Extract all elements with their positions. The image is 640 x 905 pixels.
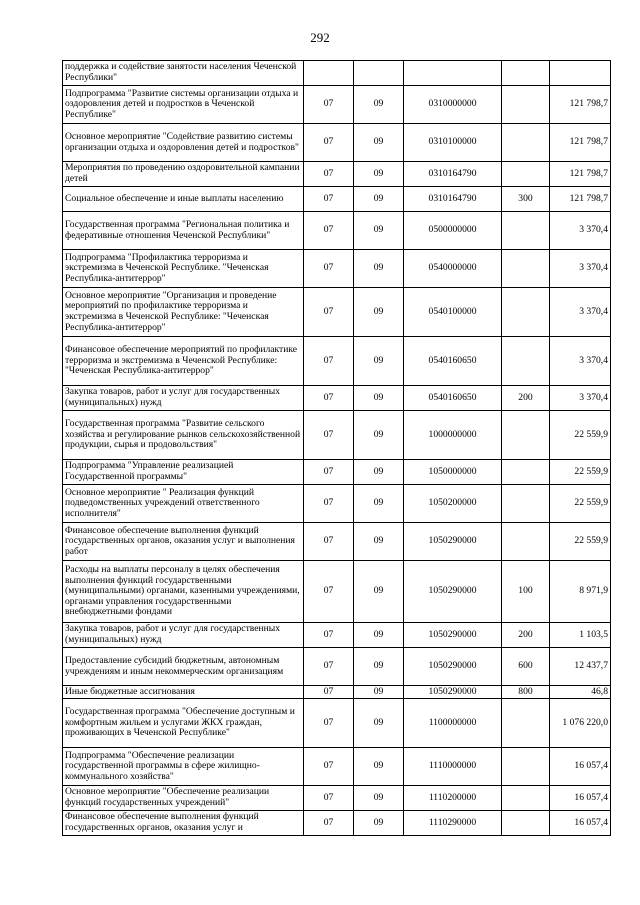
cell-csr: 1050290000 bbox=[404, 623, 502, 648]
cell-csr: 0310100000 bbox=[404, 124, 502, 162]
cell-name: Закупка товаров, работ и услуг для государственных (муниципальных) нужд bbox=[63, 623, 304, 648]
table-row bbox=[63, 623, 611, 648]
cell-vr bbox=[502, 61, 550, 86]
cell-name: Расходы на выплаты персоналу в целях обеспечения выполнения функций государственными (муниципальными) органами, казенными учреждениями, органами управления государственными внебюджетными фондами bbox=[63, 561, 304, 623]
cell-csr bbox=[404, 61, 502, 86]
cell-sum: 121 798,7 bbox=[550, 124, 611, 162]
cell-sum: 3 370,4 bbox=[550, 212, 611, 250]
cell-sum: 22 559,9 bbox=[550, 485, 611, 523]
cell-name: Финансовое обеспечение мероприятий по профилактике терроризма и экстремизма в Чеченской Республике: "Чеченская Республика-антитеррор" bbox=[63, 337, 304, 386]
cell-rz: 07 bbox=[304, 686, 354, 699]
cell-rz: 07 bbox=[304, 124, 354, 162]
cell-vr: 300 bbox=[502, 187, 550, 212]
cell-csr: 0540100000 bbox=[404, 288, 502, 337]
table-row bbox=[63, 250, 611, 288]
cell-sum: 3 370,4 bbox=[550, 386, 611, 411]
cell-sum: 1 103,5 bbox=[550, 623, 611, 648]
table-row bbox=[63, 786, 611, 811]
cell-pr: 09 bbox=[354, 686, 404, 699]
cell-name: Подпрограмма "Обеспечение реализации государственной программы в сфере жилищно-коммунального хозяйства" bbox=[63, 748, 304, 786]
cell-vr bbox=[502, 337, 550, 386]
cell-rz: 07 bbox=[304, 523, 354, 561]
cell-vr bbox=[502, 288, 550, 337]
cell-name: Основное мероприятие "Организация и проведение мероприятий по профилактике терроризма и экстремизма в Чеченской Республике: "Чеченская Республика-антитеррор" bbox=[63, 288, 304, 337]
cell-csr: 1050290000 bbox=[404, 648, 502, 686]
table-row bbox=[63, 124, 611, 162]
cell-csr: 1050000000 bbox=[404, 460, 502, 485]
cell-vr: 200 bbox=[502, 623, 550, 648]
cell-csr: 1050290000 bbox=[404, 686, 502, 699]
cell-vr bbox=[502, 786, 550, 811]
table-row bbox=[63, 699, 611, 748]
cell-pr: 09 bbox=[354, 485, 404, 523]
cell-name: Финансовое обеспечение выполнения функций государственных органов, оказания услуг и bbox=[63, 811, 304, 836]
cell-sum: 3 370,4 bbox=[550, 250, 611, 288]
budget-table bbox=[62, 60, 611, 836]
cell-name: Подпрограмма "Управление реализацией Государственной программы" bbox=[63, 460, 304, 485]
cell-sum: 121 798,7 bbox=[550, 162, 611, 187]
cell-name: Основное мероприятие "Содействие развитию системы организации отдыха и оздоровления детей и подростков" bbox=[63, 124, 304, 162]
cell-vr bbox=[502, 162, 550, 187]
cell-name: Предоставление субсидий бюджетным, автономным учреждениям и иным некоммерческим организациям bbox=[63, 648, 304, 686]
cell-rz: 07 bbox=[304, 386, 354, 411]
cell-sum: 12 437,7 bbox=[550, 648, 611, 686]
cell-name: Подпрограмма "Развитие системы организации отдыха и оздоровления детей и подростков в Чеченской Республике" bbox=[63, 86, 304, 124]
cell-pr: 09 bbox=[354, 124, 404, 162]
cell-pr: 09 bbox=[354, 561, 404, 623]
cell-pr: 09 bbox=[354, 811, 404, 836]
cell-rz: 07 bbox=[304, 485, 354, 523]
cell-pr: 09 bbox=[354, 460, 404, 485]
cell-csr: 1100000000 bbox=[404, 699, 502, 748]
table-row bbox=[63, 686, 611, 699]
table-row bbox=[63, 523, 611, 561]
cell-csr: 0310164790 bbox=[404, 187, 502, 212]
table-row bbox=[63, 411, 611, 460]
cell-rz: 07 bbox=[304, 623, 354, 648]
table-row bbox=[63, 61, 611, 86]
cell-csr: 0500000000 bbox=[404, 212, 502, 250]
cell-name: Государственная программа "Обеспечение доступным и комфортным жильем и услугами ЖКХ граждан, проживающих в Чеченской Республике" bbox=[63, 699, 304, 748]
cell-pr: 09 bbox=[354, 162, 404, 187]
cell-vr bbox=[502, 86, 550, 124]
table-row bbox=[63, 460, 611, 485]
cell-sum: 1 076 220,0 bbox=[550, 699, 611, 748]
cell-rz: 07 bbox=[304, 162, 354, 187]
cell-vr bbox=[502, 523, 550, 561]
cell-csr: 1110000000 bbox=[404, 748, 502, 786]
cell-rz: 07 bbox=[304, 748, 354, 786]
table-body bbox=[63, 61, 611, 836]
cell-vr: 600 bbox=[502, 648, 550, 686]
cell-pr: 09 bbox=[354, 648, 404, 686]
cell-rz: 07 bbox=[304, 250, 354, 288]
cell-vr bbox=[502, 250, 550, 288]
cell-vr bbox=[502, 411, 550, 460]
cell-pr bbox=[354, 61, 404, 86]
cell-name: Государственная программа "Развитие сельского хозяйства и регулирование рынков сельскохозяйственной продукции, сырья и продовольствия" bbox=[63, 411, 304, 460]
cell-pr: 09 bbox=[354, 86, 404, 124]
cell-vr bbox=[502, 212, 550, 250]
cell-name: Социальное обеспечение и иные выплаты населению bbox=[63, 187, 304, 212]
cell-vr: 100 bbox=[502, 561, 550, 623]
cell-sum: 3 370,4 bbox=[550, 288, 611, 337]
cell-csr: 1110200000 bbox=[404, 786, 502, 811]
cell-csr: 1050290000 bbox=[404, 523, 502, 561]
cell-csr: 1050290000 bbox=[404, 561, 502, 623]
cell-name: Основное мероприятие " Реализация функций подведомственных учреждений ответственного исполнителя" bbox=[63, 485, 304, 523]
cell-sum: 121 798,7 bbox=[550, 86, 611, 124]
cell-name: Подпрограмма "Профилактика терроризма и экстремизма в Чеченской Республике. "Чеченская Республика-антитеррор" bbox=[63, 250, 304, 288]
cell-pr: 09 bbox=[354, 699, 404, 748]
cell-csr: 0310164790 bbox=[404, 162, 502, 187]
cell-rz: 07 bbox=[304, 811, 354, 836]
cell-vr bbox=[502, 811, 550, 836]
cell-name: Финансовое обеспечение выполнения функций государственных органов, оказания услуг и выполнения работ bbox=[63, 523, 304, 561]
table-row bbox=[63, 212, 611, 250]
cell-pr: 09 bbox=[354, 288, 404, 337]
cell-pr: 09 bbox=[354, 250, 404, 288]
cell-vr bbox=[502, 748, 550, 786]
cell-csr: 1050200000 bbox=[404, 485, 502, 523]
cell-name: Иные бюджетные ассигнования bbox=[63, 686, 304, 699]
cell-rz: 07 bbox=[304, 187, 354, 212]
cell-vr bbox=[502, 485, 550, 523]
cell-sum: 22 559,9 bbox=[550, 523, 611, 561]
cell-pr: 09 bbox=[354, 337, 404, 386]
cell-csr: 1110290000 bbox=[404, 811, 502, 836]
cell-pr: 09 bbox=[354, 386, 404, 411]
cell-csr: 0540000000 bbox=[404, 250, 502, 288]
cell-sum: 16 057,4 bbox=[550, 786, 611, 811]
cell-rz: 07 bbox=[304, 411, 354, 460]
cell-rz: 07 bbox=[304, 561, 354, 623]
table-row bbox=[63, 811, 611, 836]
cell-pr: 09 bbox=[354, 212, 404, 250]
cell-csr: 0540160650 bbox=[404, 337, 502, 386]
cell-name: Государственная программа "Региональная политика и федеративные отношения Чеченской Республики" bbox=[63, 212, 304, 250]
cell-rz: 07 bbox=[304, 460, 354, 485]
table-row bbox=[63, 561, 611, 623]
cell-vr: 800 bbox=[502, 686, 550, 699]
cell-pr: 09 bbox=[354, 187, 404, 212]
cell-rz: 07 bbox=[304, 86, 354, 124]
cell-rz: 07 bbox=[304, 786, 354, 811]
cell-csr: 1000000000 bbox=[404, 411, 502, 460]
table-row bbox=[63, 748, 611, 786]
cell-sum: 16 057,4 bbox=[550, 748, 611, 786]
table-row bbox=[63, 288, 611, 337]
table-row bbox=[63, 86, 611, 124]
cell-sum: 22 559,9 bbox=[550, 411, 611, 460]
table-row bbox=[63, 386, 611, 411]
cell-sum: 46,8 bbox=[550, 686, 611, 699]
cell-pr: 09 bbox=[354, 748, 404, 786]
cell-csr: 0540160650 bbox=[404, 386, 502, 411]
cell-rz: 07 bbox=[304, 648, 354, 686]
cell-pr: 09 bbox=[354, 523, 404, 561]
cell-rz: 07 bbox=[304, 337, 354, 386]
cell-csr: 0310000000 bbox=[404, 86, 502, 124]
cell-pr: 09 bbox=[354, 411, 404, 460]
cell-sum: 16 057,4 bbox=[550, 811, 611, 836]
table-row bbox=[63, 485, 611, 523]
cell-rz: 07 bbox=[304, 288, 354, 337]
cell-vr bbox=[502, 699, 550, 748]
cell-vr bbox=[502, 460, 550, 485]
table-row bbox=[63, 648, 611, 686]
cell-sum: 3 370,4 bbox=[550, 337, 611, 386]
cell-sum: 8 971,9 bbox=[550, 561, 611, 623]
cell-vr bbox=[502, 124, 550, 162]
cell-sum: 121 798,7 bbox=[550, 187, 611, 212]
table-row bbox=[63, 187, 611, 212]
cell-name: поддержка и содействие занятости населения Чеченской Республики" bbox=[63, 61, 304, 86]
cell-name: Основное мероприятие "Обеспечение реализации функций государственных учреждений" bbox=[63, 786, 304, 811]
cell-rz bbox=[304, 61, 354, 86]
cell-sum bbox=[550, 61, 611, 86]
table-row bbox=[63, 337, 611, 386]
cell-name: Мероприятия по проведению оздоровительной кампании детей bbox=[63, 162, 304, 187]
cell-name: Закупка товаров, работ и услуг для государственных (муниципальных) нужд bbox=[63, 386, 304, 411]
cell-rz: 07 bbox=[304, 212, 354, 250]
cell-pr: 09 bbox=[354, 623, 404, 648]
page-number: 292 bbox=[310, 30, 330, 45]
cell-pr: 09 bbox=[354, 786, 404, 811]
cell-rz: 07 bbox=[304, 699, 354, 748]
cell-vr: 200 bbox=[502, 386, 550, 411]
table-row bbox=[63, 162, 611, 187]
cell-sum: 22 559,9 bbox=[550, 460, 611, 485]
